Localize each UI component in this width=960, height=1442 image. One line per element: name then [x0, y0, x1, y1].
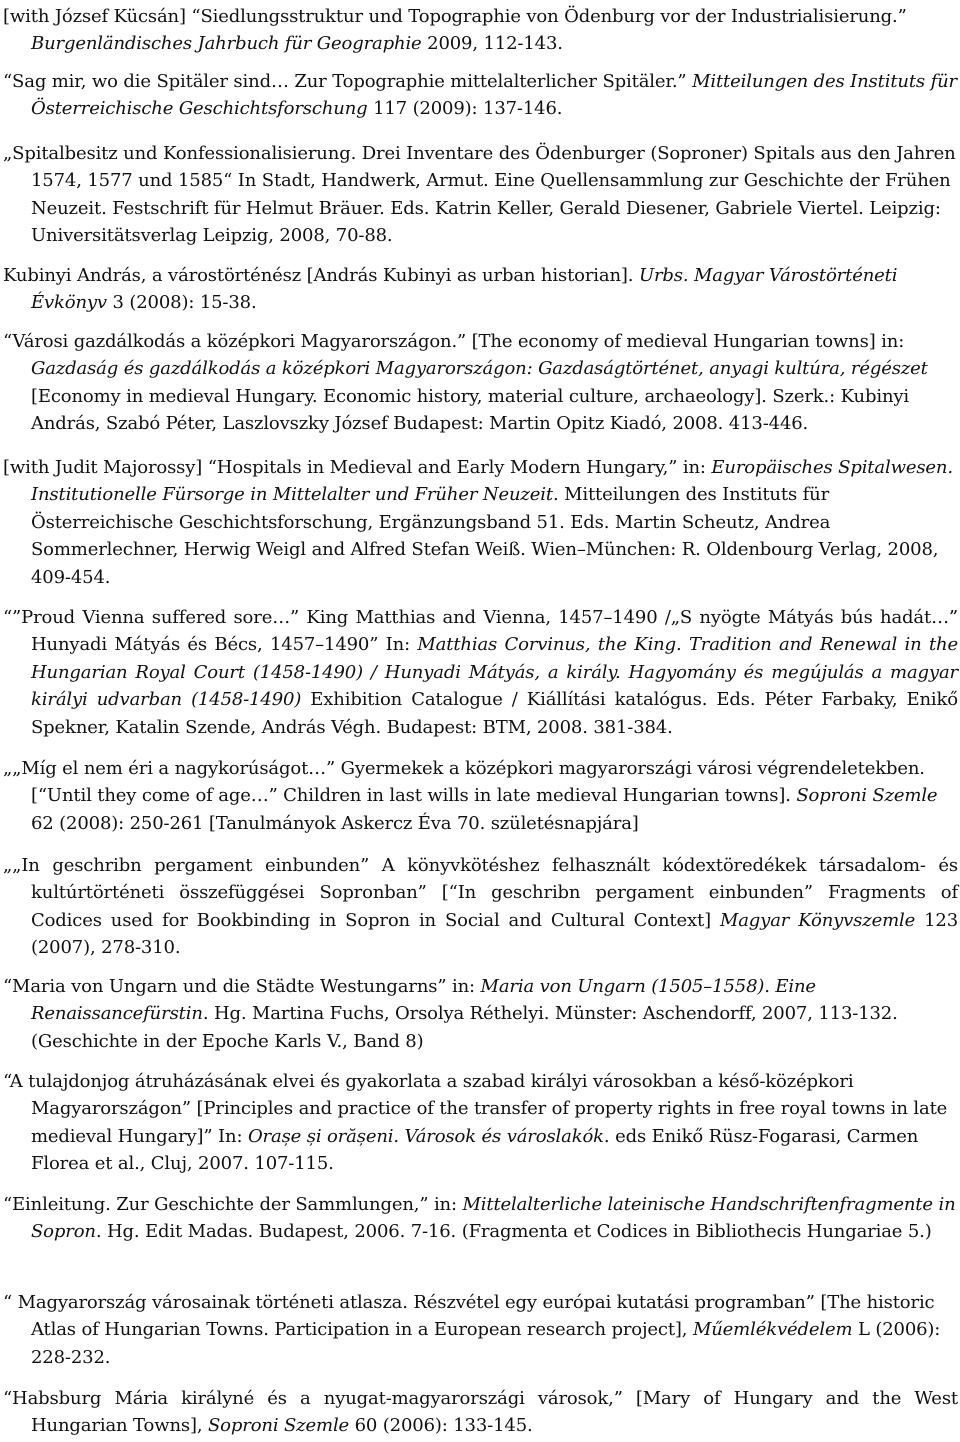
entry-text-segment: “”Proud Vienna suffered sore…” King Matthias and Vienna, 1457–1490 /„S nyögte Mátyás bús hadát…” Hunyadi Mátyás és Bécs, 1457–1490” In: [3, 607, 958, 656]
entry-italic-segment: Europäisches Spitalwesen. Institutionelle Fürsorge in Mittelalter und Früher Neuzeit [31, 457, 953, 506]
bibliography-entry [3, 1068, 958, 1178]
bibliography-entry [3, 140, 958, 250]
entry-text-segment: „„In geschribn pergament einbunden” A könyvkötéshez felhasznált kódextöredékek társadalom- és kultúrtörténeti összefüggései Sopronban” [“In geschribn pergament einbunden” Fragments of Codices used for Bookbinding in Sopron in Social and Cultural Context] [3, 855, 958, 931]
entry-text-segment: 117 (2009): 137-146. [367, 98, 563, 120]
entry-text-segment: “Sag mir, wo die Spitäler sind… Zur Topographie mittelalterlicher Spitäler.” [3, 71, 693, 92]
entry-text-segment: [Economy in medieval Hungary. Economic history, material culture, archaeology]. Szerk.: Kubinyi András, Szabó Péter, Laszlovszky József Budapest: Martin Opitz Kiadó, 2008. 413-446. [31, 385, 910, 435]
entry-text-segment: Kubinyi András, a várostörténész [András Kubinyi as urban historian]. [3, 265, 639, 286]
entry-italic-segment: Műemlékvédelem [692, 1319, 853, 1341]
entry-text-segment: “A tulajdonjog átruházásának elvei és gyakorlata a szabad királyi városokban a késő-középkori Magyarországon” [Principles and practice of the transfer of property rights in free royal towns in late medieval Hungary]” In: [3, 1071, 948, 1147]
entry-text-segment: “Habsburg Mária királyné és a nyugat-magyarországi városok,” [Mary of Hungary and the West Hungarian Towns], [3, 1388, 958, 1437]
entry-text-segment: . Hg. Martina Fuchs, Orsolya Réthelyi. Münster: Aschendorff, 2007, 113-132. (Geschichte in der Epoche Karls V., Band 8) [31, 1003, 898, 1052]
entry-italic-segment: Matthias Corvinus, the King. Tradition and Renewal in the Hungarian Royal Court (1458-1490) / Hunyadi Mátyás, a király. Hagyomány és megújulás a magyar királyi udvarban (1458-1490) [31, 634, 958, 711]
entry-text-segment: 123 (2007), 278-310. [31, 909, 958, 959]
entry-italic-segment: Orașe și orășeni. Városok és városlakók [247, 1125, 604, 1147]
bibliography-entry [3, 454, 958, 591]
entry-text-segment: 62 (2008): 250-261 [Tanulmányok Askercz Éva 70. születésnapjára] [31, 812, 639, 834]
entry-text-segment: 2009, 112-143. [421, 33, 563, 55]
entry-italic-segment: Mittelalterliche lateinische Handschriftenfragmente in Sopron [31, 1194, 956, 1243]
entry-text-segment: . Hg. Edit Madas. Budapest, 2006. 7-16. (Fragmenta et Codices in Bibliothecis Hungariae 5.) [95, 1221, 932, 1243]
entry-text-segment: “Maria von Ungarn und die Städte Westungarns” in: [3, 976, 481, 997]
entry-text-segment: [with József Kücsán] “Siedlungsstruktur und Topographie von Ödenburg vor der Industrialisierung.” [3, 6, 907, 27]
entry-text-segment: 60 (2006): 133-145. [349, 1415, 533, 1437]
entry-italic-segment: Soproni Szemle [796, 785, 938, 807]
entry-italic-segment: Mitteilungen des Instituts für Österreichische Geschichtsforschung [31, 71, 958, 120]
bibliography-entry [3, 973, 958, 1055]
bibliography-entry [3, 1289, 958, 1371]
entry-text-segment: . eds Enikő Rüsz-Fogarasi, Carmen Florea et al., Cluj, 2007. 107-115. [31, 1125, 919, 1175]
entry-text-segment: “Einleitung. Zur Geschichte der Sammlungen,” in: [3, 1194, 463, 1215]
bibliography-entry [3, 852, 958, 962]
entry-text-segment: [with Judit Majorossy] “Hospitals in Medieval and Early Modern Hungary,” in: [3, 457, 712, 478]
entry-text-segment: “ Magyarország városainak történeti atlasza. Részvétel egy európai kutatási programban” [The historic Atlas of Hungarian Towns. Participation in a European research project], [3, 1292, 935, 1341]
entry-text-segment: Exhibition Catalogue / Kiállítási katalógus. Eds. Péter Farbaky, Enikő Spekner, Katalin Szende, András Végh. Budapest: BTM, 2008. 381-384. [31, 689, 958, 738]
entry-text-segment: . Mitteilungen des Instituts für Österreichische Geschichtsforschung, Ergänzungsband 51. Eds. Martin Scheutz, Andrea Sommerlechner, Herwig Weigl and Alfred Stefan Weiß. Wien–München: R. Oldenbourg Verlag, 2008, 409-454. [31, 484, 939, 588]
bibliography-entry [3, 328, 958, 438]
entry-italic-segment: Urbs. Magyar Várostörténeti Évkönyv [31, 265, 898, 314]
entry-text-segment: L (2006): 228-232. [31, 1319, 941, 1368]
bibliography-entry [3, 1385, 958, 1440]
bibliography-entry [3, 262, 958, 317]
bibliography-entry [3, 755, 958, 837]
entry-text-segment: 3 (2008): 15-38. [106, 292, 257, 314]
entry-italic-segment: Soproni Szemle [208, 1415, 350, 1437]
bibliography-entry [3, 604, 958, 741]
bibliography-entry [3, 1191, 958, 1246]
bibliography-entry [3, 3, 958, 58]
entry-text-segment: „„Míg el nem éri a nagykorúságot…” Gyermekek a középkori magyarországi városi végrendeletekben. [“Until they come of age…” Children in last wills in late medieval Hungarian towns]. [3, 758, 925, 807]
entry-italic-segment: Maria von Ungarn (1505–1558). Eine Renaissancefürstin [31, 976, 816, 1025]
entry-text-segment: „Spitalbesitz und Konfessionalisierung. Drei Inventare des Ödenburger (Soproner) Spitals aus den Jahren 1574, 1577 und 1585“ In Stadt, Handwerk, Armut. Eine Quellensammlung zur Geschichte der Frühen Neuzeit. Festschrift für Helmut Bräuer. Eds. Katrin Keller, Gerald Diesener, Gabriele Viertel. Leipzig: Universitätsverlag Leipzig, 2008, 70-88. [3, 143, 956, 247]
entry-italic-segment: Burgenländisches Jahrbuch für Geographie [31, 33, 422, 55]
entry-text-segment: “Városi gazdálkodás a középkori Magyarországon.” [The economy of medieval Hungarian towns] in: [3, 331, 905, 352]
entry-italic-segment: Gazdaság és gazdálkodás a középkori Magyarországon: Gazdaságtörténet, anyagi kultúra, régészet [31, 358, 928, 380]
bibliography-entry [3, 68, 958, 123]
entry-italic-segment: Magyar Könyvszemle [719, 909, 916, 931]
